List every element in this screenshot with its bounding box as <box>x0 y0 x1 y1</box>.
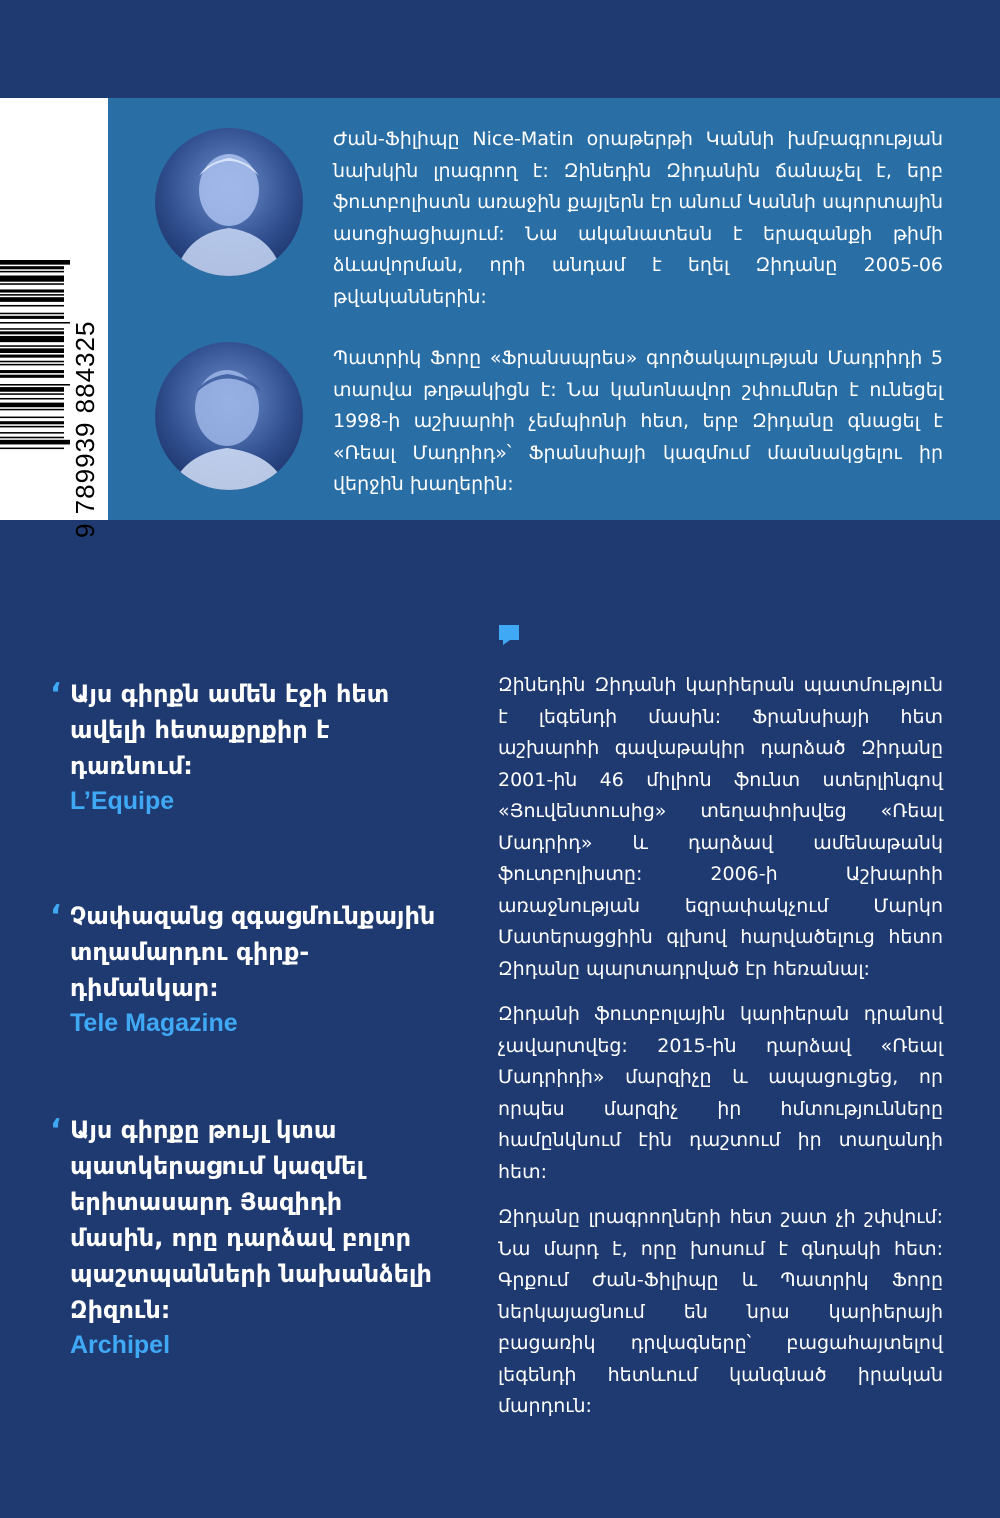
quote-source: Archipel <box>70 1331 171 1359</box>
author-portrait-icon <box>155 128 303 276</box>
quote-text: Այս գիրքը թույլ կտա պատկերացում կազմել երիտասարդ Յազիդի մասին, որը դարձավ բոլոր պաշտպանների նախանձելի Զիզուն: <box>70 1116 432 1324</box>
review-quote <box>50 676 440 818</box>
isbn-digits: 9 789939 884325 <box>70 320 100 538</box>
quote-mark-icon: ‘ <box>50 1113 62 1148</box>
author-bio-jean-philippe: Ժան-Ֆիլիպը Nice-Matin օրաթերթի Կաննի խմբագրության նախկին լրագրող է: Զինեդին Զիդանին ճանաչել է, երբ ֆուտբոլիստն առաջին քայլերն էր անում Կաննի սպորտային ասոցիացիայում: Նա ականատեսն է երազանքի թիմի ձևավորման, որի անդամ է եղել Զիդանը 2005-06 թվականներին: <box>333 128 943 308</box>
description-paragraph: Զիդանը լրագրողների հետ շատ չի շփվում: Նա մարդ է, որը խոսում է գնդակի հետ: Գրքում Ժան-Ֆիլիպը և Պատրիկ Ֆորը ներկայացնում են նրա կարիերայի բացառիկ դրվագները՝ բացահայտելով լեգենդի հետևում կանգնած իրական մարդուն: <box>498 1206 943 1417</box>
quote-source: Tele Magazine <box>70 1009 238 1037</box>
author-portrait-patrick <box>155 342 303 490</box>
quote-source: L’Equipe <box>70 787 175 815</box>
speech-bubble-icon <box>498 624 520 646</box>
author-bio-patrick: Պատրիկ Ֆորը «Ֆրանսպրես» գործակալության Մադրիդի 5 տարվա թղթակիցն է: Նա կանոնավոր շփումներ է ունեցել 1998-ի աշխարհի չեմպիոնի հետ, երբ Զիդանը գնացել է «Ռեալ Մադրիդ»՝ Ֆրանսիայի կազմում մասնակցելու իր վերջին խաղերին: <box>333 347 943 495</box>
barcode-panel <box>0 98 108 538</box>
review-quote <box>50 898 440 1040</box>
barcode-icon <box>0 258 70 540</box>
review-quote <box>50 1112 440 1362</box>
quote-text: Չափազանց զգացմունքային տղամարդու գիրք-դիմանկար: <box>70 902 436 1002</box>
author-portrait-jean-philippe <box>155 128 303 276</box>
description-paragraph: Զինեդին Զիդանի կարիերան պատմություն է լեգենդի մասին: Ֆրանսիայի հետ աշխարհի գավաթակիր դարձած Զիդանը 2001-ին 46 միլիոն ֆունտ ստերլինգով «Յուվենտուսից» տեղափոխվեց «Ռեալ Մադրիդ» և դարձավ ամենաթանկ ֆուտբոլիստը: 2006-ի Աշխարհի առաջնության եզրափակչում Մարկո Մատերացցիին գլխով հարվածելուց հետո Զիդանը պարտադրված էր հեռանալ: <box>498 674 943 980</box>
quote-mark-icon: ‘ <box>50 677 62 712</box>
quote-text: Այս գիրքն ամեն էջի հետ ավելի հետաքրքիր է դառնում: <box>70 680 390 780</box>
description-paragraph: Զիդանի ֆուտբոլային կարիերան դրանով չավարտվեց: 2015-ին դարձավ «Ռեալ Մադրիդի» մարզիչը և ապացուցեց, որ որպես մարզիչ իր հմտությունները համընկնում էին դաշտում իր տաղանդի հետ: <box>498 1003 943 1183</box>
book-description <box>498 670 943 1437</box>
author-portrait-icon <box>155 342 303 490</box>
quote-mark-icon: ‘ <box>50 899 62 934</box>
